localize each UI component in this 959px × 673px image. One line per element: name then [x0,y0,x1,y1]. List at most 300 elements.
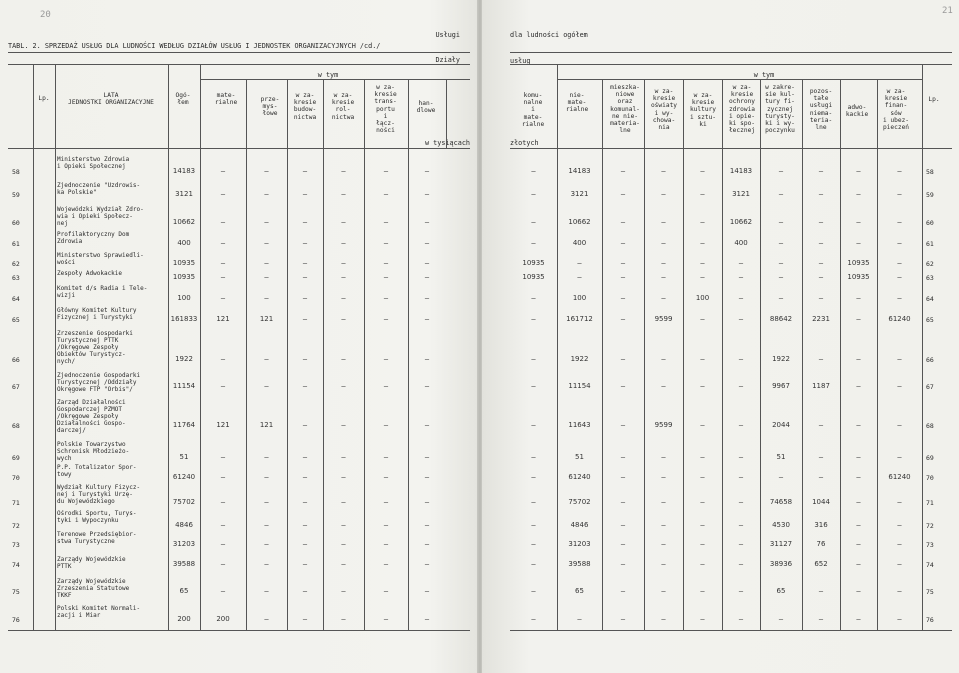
cell-zdr: – [738,453,744,461]
row-label: Zjednoczenie Gospodarki Turystycznej /Oddziały Okręgowe FTP "Orbis"/ [57,372,141,393]
cell-km: – [531,355,536,363]
cell-prz: – [264,294,269,302]
row-number: 59 [12,191,20,199]
cell-nm: 61240 [568,473,591,481]
cell-zdr: – [738,421,744,429]
cell-prz: – [264,259,269,267]
cell-bud: – [302,498,308,506]
cell-msz: – [620,587,626,595]
cell-tra: – [383,560,389,568]
header-mieszkaniowe: mieszka- niowe oraz komunal- ne nie- materia- lne [610,84,640,135]
cell-poz: – [818,273,824,281]
row-label: Profilaktoryczny Dom Zdrowia [57,231,130,245]
row-label: Polski Komitet Normali- zacji i Miar [57,605,141,619]
right-row-number: 64 [926,295,934,303]
cell-nm: 11643 [568,421,591,429]
right-page-number: 21 [942,6,953,16]
cell-adw: – [856,190,861,198]
cell-msz: – [620,190,626,198]
cell-poz: – [818,294,824,302]
cell-kf: – [778,167,784,175]
cell-bud: – [302,615,308,623]
cell-tra: – [383,294,389,302]
cell-msz: – [620,421,626,429]
cell-zdr: – [738,382,744,390]
right-column-rule-7 [840,79,841,630]
cell-zdr: 14183 [729,167,753,175]
row-label: Zarządy Wojewódzkie Zrzeszenia Statutowe TKKF [57,578,130,599]
right-row-number: 60 [926,219,934,227]
cell-kul: – [700,239,705,247]
cell-prz: – [264,218,269,226]
right-row-number: 76 [926,616,934,624]
cell-msz: – [620,382,626,390]
cell-prz: 121 [259,315,274,323]
cell-osw: – [661,273,666,281]
cell-prz: – [264,615,269,623]
cell-han: – [424,453,430,461]
cell-adw: – [856,615,861,623]
cell-han: – [424,540,430,548]
cell-osw: – [661,239,666,247]
header-lp: Lp. [38,95,50,102]
unit-label: w tysiącach [424,139,470,147]
cell-bud: – [302,473,308,481]
left-running-head: Usługi [435,31,460,39]
cell-kul: – [700,560,705,568]
row-number: 62 [12,260,20,268]
cell-nm: 75702 [568,498,591,506]
title-rule [8,52,470,53]
cell-fin: – [897,453,902,461]
row-label: Zrzeszenie Gospodarki Turystycznej PTTK /Okręgowe Zespoły Obiektów Turystycz- nych/ [57,330,133,365]
cell-ogolem: 51 [179,453,189,461]
cell-osw: – [661,167,666,175]
right-column-rule-1 [602,79,603,630]
cell-tra: – [383,540,389,548]
cell-nm: – [577,259,582,267]
cell-ogolem: 75702 [172,498,196,506]
row-label: Zespoły Adwokackie [57,270,123,277]
cell-han: – [424,355,430,363]
cell-adw: – [856,294,861,302]
cell-rol: – [341,239,346,247]
cell-nm: 4846 [570,521,589,529]
right-column-rule-8 [877,79,878,630]
header-niematerialne: nie- mate- rialne [565,92,589,114]
cell-poz: – [818,167,824,175]
cell-bud: – [302,259,308,267]
cell-tra: – [383,355,389,363]
cell-kf: 9967 [772,382,790,390]
row-number: 66 [12,356,20,364]
cell-poz: 1187 [812,382,830,390]
cell-nm: 14183 [568,167,591,175]
cell-zdr: – [738,315,744,323]
cell-han: – [424,498,430,506]
cell-osw: – [661,521,666,529]
header-lata: LATA JEDNOSTKI ORGANIZACYJNE [68,92,154,107]
cell-poz: – [818,587,824,595]
cell-rol: – [341,190,346,198]
cell-poz: – [818,218,824,226]
cell-km: – [531,218,536,226]
cell-adw: – [856,473,861,481]
cell-ogolem: 3121 [175,190,193,198]
row-label: Ministerstwo Sprawiedli- wości [57,252,144,266]
cell-fin: – [897,421,902,429]
cell-osw: – [661,473,666,481]
left-column-rule-9 [446,79,447,148]
header-rolnictwa: w za- kresie rol- nictwa [331,92,355,121]
cell-prz: – [264,540,269,548]
row-label: Komitet d/s Radia i Tele- wizji [57,285,148,299]
cell-rol: – [341,473,346,481]
cell-fin: – [897,587,902,595]
cell-kf: 2044 [772,421,790,429]
cell-km: – [531,294,536,302]
cell-han: – [424,294,430,302]
cell-kul: – [700,615,705,623]
cell-prz: – [264,382,269,390]
cell-kul: – [700,190,705,198]
left-column-rule-4 [246,79,247,630]
cell-han: – [424,315,430,323]
right-row-number: 74 [926,561,934,569]
cell-prz: – [264,273,269,281]
cell-kf: – [778,190,784,198]
cell-osw: – [661,382,666,390]
cell-km: – [531,382,536,390]
left-column-rule-2 [168,64,169,630]
cell-poz: – [818,421,824,429]
row-number: 74 [12,561,20,569]
cell-ogolem: 11154 [172,382,196,390]
cell-mat: – [220,190,226,198]
cell-tra: – [383,273,389,281]
cell-han: – [424,521,430,529]
header-komunalne: komu- nalne i mate- rialne [521,92,545,128]
row-label: Polskie Towarzystwo Schronisk Młodzieżo- wych [57,441,130,462]
cell-kul: – [700,498,705,506]
cell-zdr: – [738,498,744,506]
cell-tra: – [383,587,389,595]
row-number: 63 [12,274,20,282]
header-top-rule [8,64,470,65]
cell-mat: – [220,560,226,568]
cell-ogolem: 400 [177,239,191,247]
cell-mat: – [220,382,226,390]
cell-prz: – [264,239,269,247]
cell-msz: – [620,498,626,506]
cell-osw: – [661,498,666,506]
right-row-number: 62 [926,260,934,268]
cell-poz: – [818,259,824,267]
cell-zdr: – [738,273,744,281]
cell-km: 10935 [522,259,545,267]
right-column-rule-6 [802,79,803,630]
table-title: TABL. 2. SPRZEDAŻ USŁUG DLA LUDNOŚCI WEDŁUG DZIAŁÓW USŁUG I JEDNOSTEK ORGANIZACYJNYCH /cd./ [8,42,381,50]
cell-rol: – [341,453,346,461]
cell-fin: – [897,615,902,623]
cell-bud: – [302,294,308,302]
right-title-rule [510,52,952,53]
row-label: Ministerstwo Zdrowia i Opieki Społecznej [57,156,130,170]
header-budownictwa: w za- kresie budow- nictwa [293,92,317,121]
row-label: Zarząd Działalności Gospodarczej PZMOT /Okręgowe Zespoły Działalności Gospo- darczej/ [57,399,126,434]
cell-mat: – [220,453,226,461]
cell-tra: – [383,521,389,529]
header-ogolem: Ogó- łem [175,92,191,107]
cell-adw: – [856,355,861,363]
cell-bud: – [302,560,308,568]
cell-osw: – [661,560,666,568]
left-page [0,0,478,673]
right-column-rule-3 [683,79,684,630]
cell-han: – [424,473,430,481]
right-header-lp: Lp. [928,96,940,103]
right-row-number: 73 [926,541,934,549]
left-column-rule-6 [323,79,324,630]
cell-han: – [424,190,430,198]
cell-poz: 652 [814,560,828,568]
right-w-tym-rule [557,79,922,80]
cell-kf: 4530 [772,521,790,529]
cell-poz: – [818,615,824,623]
cell-ogolem: 10935 [172,259,196,267]
cell-fin: – [897,294,902,302]
right-row-number: 69 [926,454,934,462]
cell-fin: – [897,239,902,247]
cell-zdr: 10662 [729,218,753,226]
cell-km: – [531,587,536,595]
cell-poz: 2231 [812,315,830,323]
cell-rol: – [341,498,346,506]
left-column-rule-1 [55,64,56,630]
cell-poz: 76 [816,540,826,548]
cell-poz: – [818,190,824,198]
cell-kf: 1922 [772,355,790,363]
cell-km: – [531,498,536,506]
cell-adw: 10935 [847,259,870,267]
cell-kul: – [700,167,705,175]
cell-bud: – [302,218,308,226]
header-dzialy: Działy [435,56,460,64]
cell-msz: – [620,273,626,281]
cell-mat: – [220,355,226,363]
header-w-tym: w tym [317,71,339,79]
cell-bud: – [302,315,308,323]
cell-kul: – [700,473,705,481]
row-number: 67 [12,383,20,391]
cell-osw: – [661,453,666,461]
cell-osw: – [661,259,666,267]
cell-km: – [531,315,536,323]
right-row-number: 66 [926,356,934,364]
left-column-rule-5 [287,79,288,630]
cell-fin: – [897,218,902,226]
cell-han: – [424,615,430,623]
header-bottom-rule [8,148,470,149]
right-column-rule-0 [557,64,558,630]
cell-kul: – [700,521,705,529]
right-row-number: 58 [926,168,934,176]
cell-tra: – [383,218,389,226]
right-row-number: 72 [926,522,934,530]
cell-han: – [424,587,430,595]
cell-adw: – [856,453,861,461]
cell-ogolem: 100 [177,294,191,302]
cell-msz: – [620,521,626,529]
cell-prz: – [264,521,269,529]
right-row-number: 70 [926,474,934,482]
cell-kf: 51 [776,453,786,461]
cell-nm: 39588 [568,560,591,568]
cell-ogolem: 10662 [172,218,196,226]
header-handlowe: han- dlowe [416,100,436,115]
row-number: 75 [12,588,20,596]
cell-zdr: – [738,560,744,568]
cell-tra: – [383,382,389,390]
right-page [482,0,959,673]
right-running-head: dla ludności ogółem [510,31,588,39]
cell-mat: 121 [216,315,230,323]
header-uslug: usług [510,57,531,65]
cell-han: – [424,167,430,175]
cell-adw: – [856,421,861,429]
cell-rol: – [341,521,346,529]
left-column-rule-7 [364,79,365,630]
cell-nm: – [577,615,582,623]
cell-adw: – [856,218,861,226]
cell-ogolem: 4846 [175,521,193,529]
right-row-number: 61 [926,240,934,248]
right-header-bottom-rule [510,148,952,149]
cell-fin: – [897,560,902,568]
cell-osw: – [661,587,666,595]
row-number: 65 [12,316,20,324]
cell-tra: – [383,473,389,481]
header-transport: w za- kresie trans- portu i łącz- ności [374,84,397,135]
left-column-rule-3 [200,64,201,630]
cell-km: 10935 [522,273,545,281]
right-column-rule-2 [644,79,645,630]
cell-osw: – [661,190,666,198]
cell-zdr: – [738,521,744,529]
cell-msz: – [620,560,626,568]
cell-adw: – [856,540,861,548]
cell-nm: 51 [575,453,584,461]
cell-adw: – [856,315,861,323]
header-finanse: w za- kresie finan- sów i ubez- pieczeń [882,88,910,132]
cell-kf: – [778,473,784,481]
right-header-w-tym: w tym [753,71,775,79]
row-number: 58 [12,168,20,176]
header-adwokackie: adwo- kackie [845,104,869,119]
cell-tra: – [383,498,389,506]
cell-zdr: 3121 [732,190,750,198]
cell-rol: – [341,218,346,226]
cell-prz: – [264,498,269,506]
row-number: 73 [12,541,20,549]
cell-adw: – [856,498,861,506]
cell-fin: – [897,355,902,363]
cell-tra: – [383,615,389,623]
cell-prz: – [264,587,269,595]
right-table-end [510,630,952,631]
row-number: 68 [12,422,20,430]
header-materialne: mate- rialne [214,92,238,107]
cell-mat: – [220,273,226,281]
cell-kul: – [700,453,705,461]
cell-poz: – [818,473,824,481]
cell-kf: – [778,294,784,302]
row-number: 72 [12,522,20,530]
cell-km: – [531,521,536,529]
cell-ogolem: 14183 [172,167,196,175]
left-column-rule-0 [33,64,34,630]
cell-kf: – [778,239,784,247]
cell-rol: – [341,167,346,175]
cell-kf: 88642 [769,315,793,323]
cell-msz: – [620,355,626,363]
cell-han: – [424,259,430,267]
cell-kul: – [700,259,705,267]
row-number: 71 [12,499,20,507]
cell-tra: – [383,190,389,198]
header-przemyslowe: prze- mys- łowe [260,96,280,118]
unit-zlotych: złotych [510,139,539,147]
cell-tra: – [383,421,389,429]
cell-osw: – [661,355,666,363]
cell-nm: – [577,273,582,281]
cell-kf: 38936 [769,560,793,568]
row-label: Wydział Kultury Fizycz- nej i Turystyki Urzę- du Wojewódzkiego [57,484,141,505]
cell-msz: – [620,453,626,461]
header-kultury: w za- kresie kultury i sztu- ki [689,92,717,128]
cell-fin: – [897,498,902,506]
cell-kf: 74658 [769,498,793,506]
row-number: 69 [12,454,20,462]
cell-han: – [424,421,430,429]
cell-fin: 61240 [888,315,911,323]
cell-adw: – [856,521,861,529]
cell-fin: – [897,190,902,198]
cell-kul: – [700,587,705,595]
cell-bud: – [302,382,308,390]
cell-bud: – [302,521,308,529]
cell-zdr: – [738,294,744,302]
cell-kul: – [700,540,705,548]
left-page-number: 20 [40,10,51,20]
right-row-number: 68 [926,422,934,430]
cell-adw: – [856,560,861,568]
right-column-rule-4 [722,79,723,630]
cell-poz: 1044 [812,498,830,506]
row-number: 64 [12,295,20,303]
cell-kul: – [700,421,705,429]
row-label: P.P. Totalizator Spor- towy [57,464,137,478]
cell-ogolem: 200 [177,615,191,623]
cell-rol: – [341,421,346,429]
cell-rol: – [341,615,346,623]
cell-prz: – [264,355,269,363]
cell-han: – [424,273,430,281]
cell-mat: – [220,294,226,302]
cell-rol: – [341,273,346,281]
cell-msz: – [620,239,626,247]
cell-prz: 121 [259,421,274,429]
